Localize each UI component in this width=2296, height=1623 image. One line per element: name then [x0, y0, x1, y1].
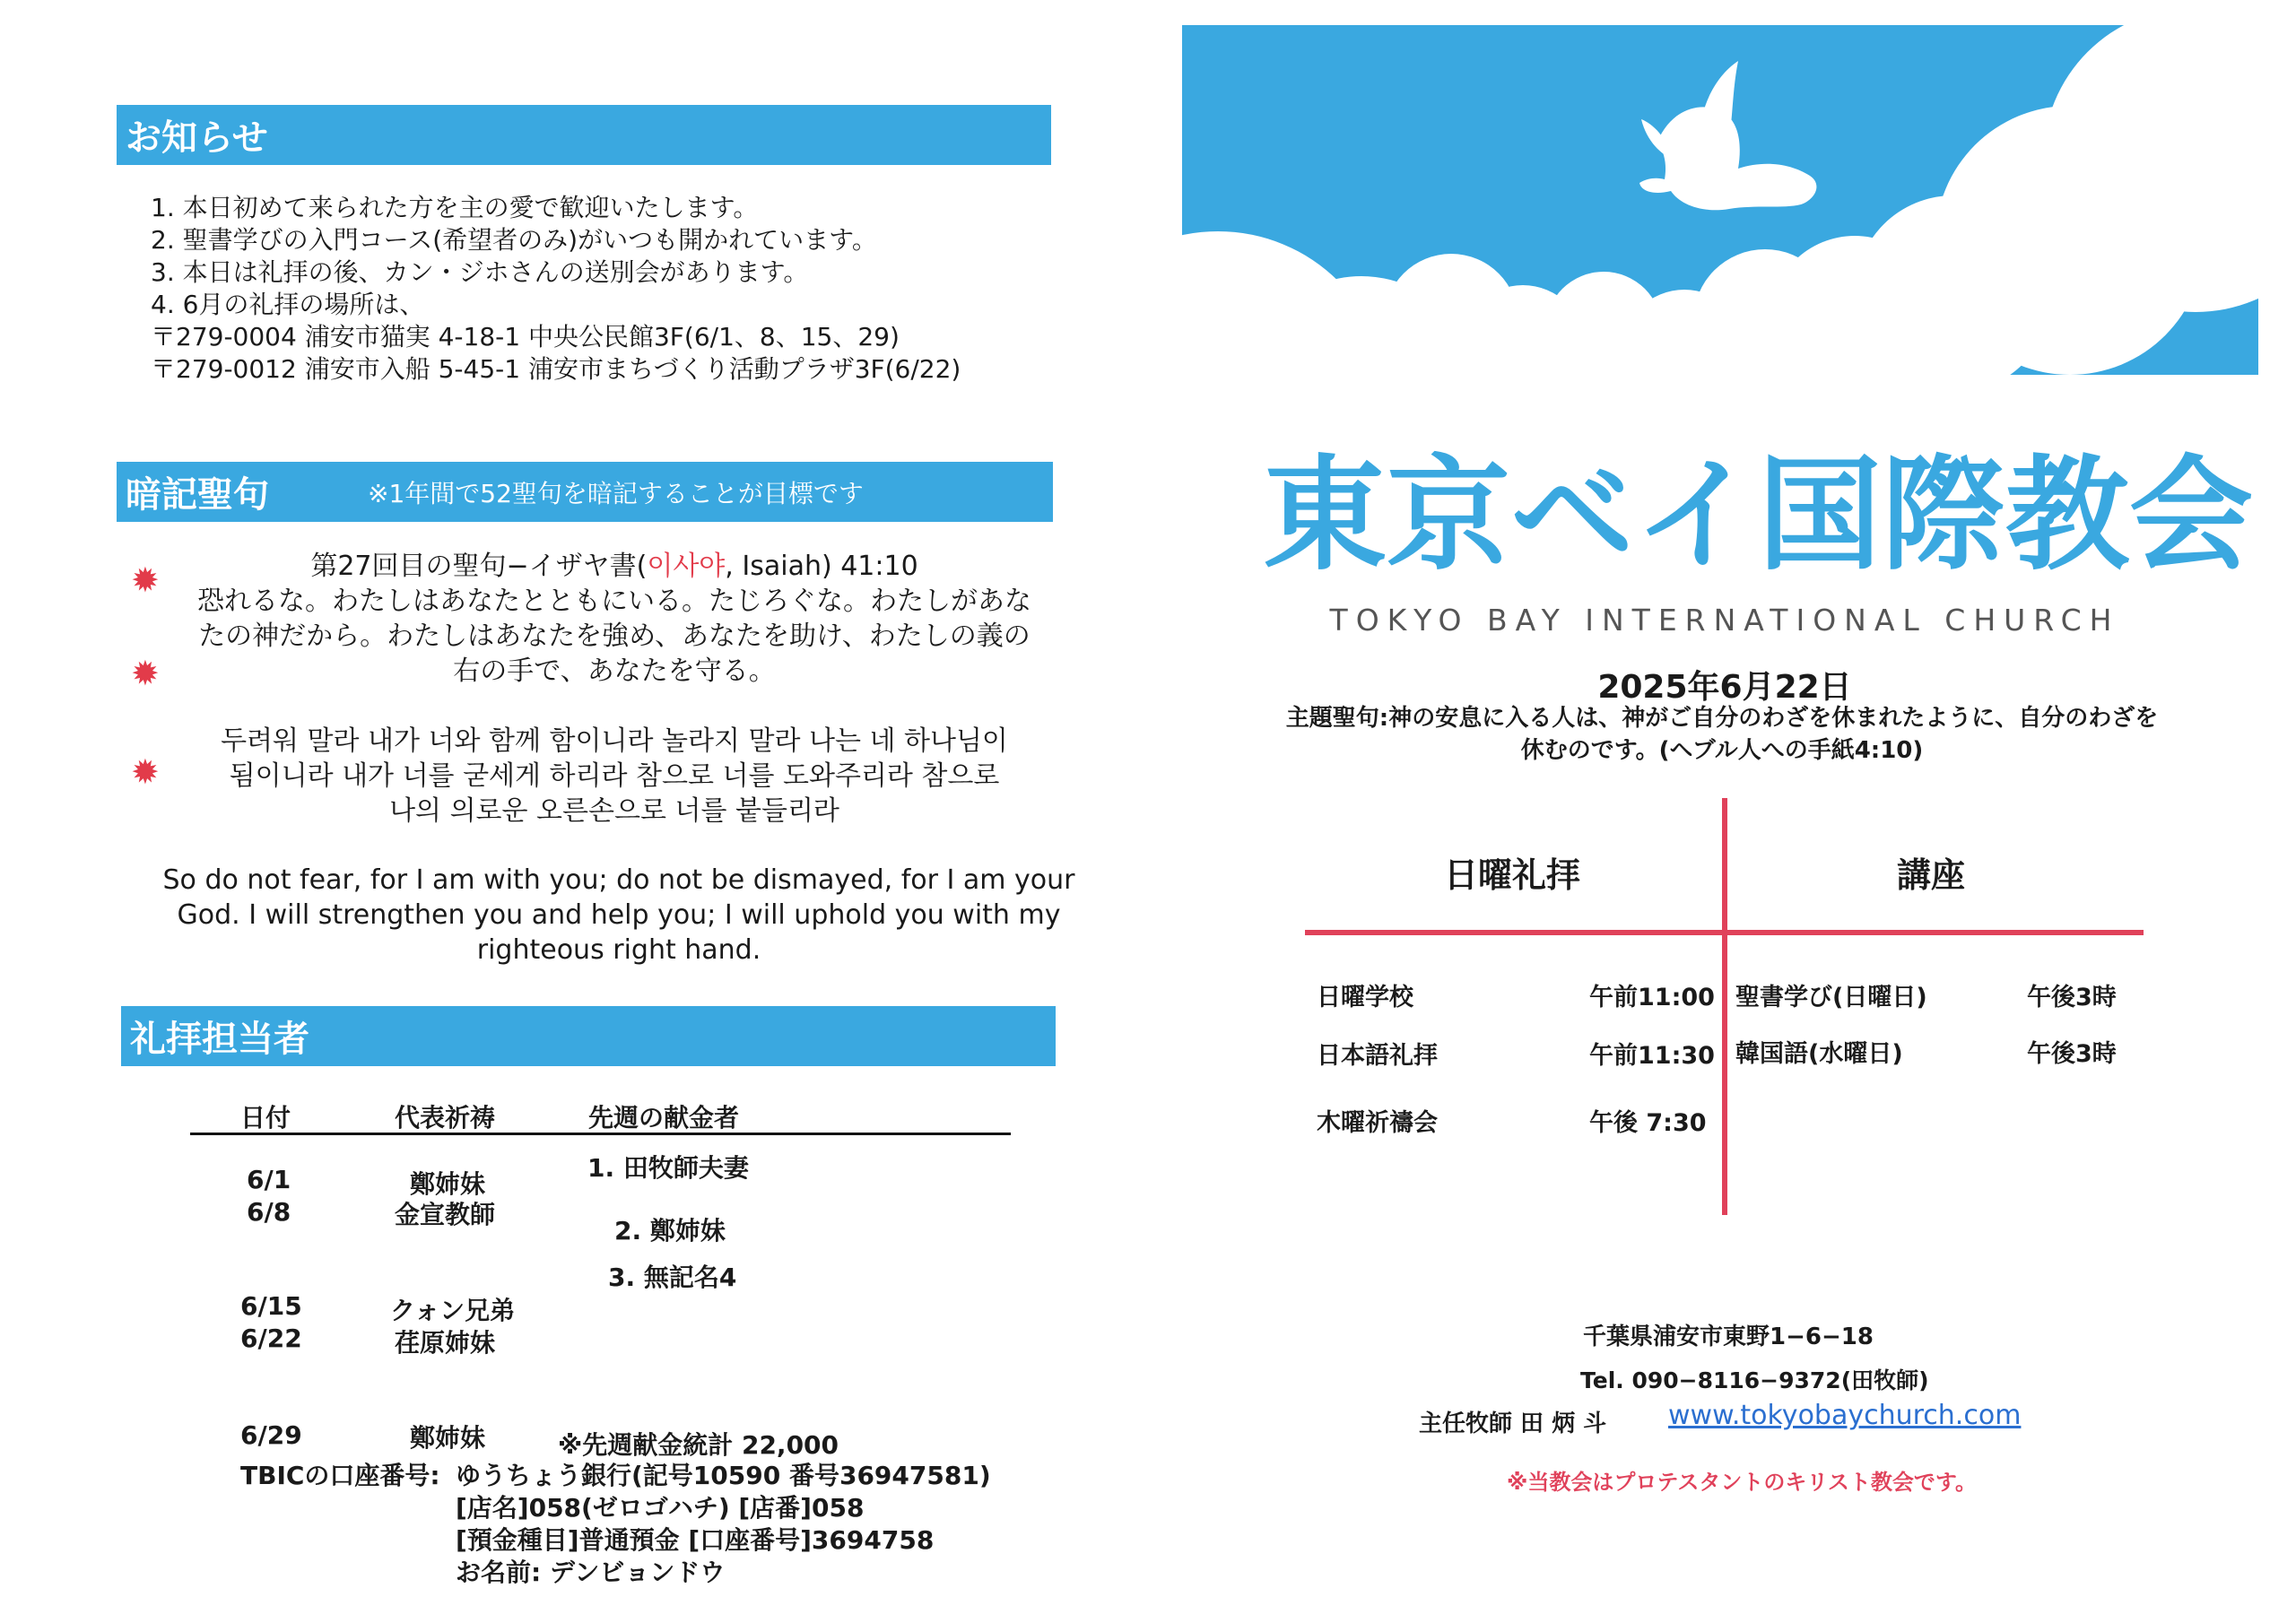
schedule-item-time: 午前11:30 — [1589, 1042, 1715, 1070]
notice-item: 4. 6月の礼拝の場所は、 — [151, 290, 425, 319]
bulletin-date: 2025年6月22日 — [1597, 669, 1852, 706]
schedule-item-name: 聖書学び(日曜日) — [1735, 984, 1927, 1011]
sky-cloud-banner — [1182, 25, 2258, 384]
table-cell-prayer: 金宣教師 — [395, 1200, 496, 1229]
website-link[interactable]: www.tokyobaychurch.com — [1668, 1400, 2022, 1431]
schedule-item-name: 日本語礼拝 — [1317, 1042, 1438, 1070]
notice-item: 〒279-0012 浦安市入船 5-45-1 浦安市まちづくり活動プラザ3F(6/22) — [151, 354, 961, 384]
table-cell-prayer: 鄭姉妹 — [410, 1169, 486, 1199]
schedule-item-name: 韓国語(水曜日) — [1735, 1040, 1903, 1068]
column-header-offering: 先週の献金者 — [588, 1103, 740, 1133]
verse-korean: 두려워 말라 내가 너와 함께 함이니라 놀라지 말라 나는 네 하나님이 됨이니라 내가 너를 굳세게 하리라 참으로 너를 도와주리라 참으로 나의 의로운 오른손으로 너를 붙들리라 — [221, 725, 1008, 827]
sun-icon: ✹ — [131, 654, 160, 693]
table-divider — [190, 1133, 1011, 1135]
account-label: TBICの口座番号: — [240, 1461, 440, 1490]
notices-header — [117, 105, 1051, 165]
table-cell-prayer: 鄭姉妹 — [410, 1423, 486, 1453]
table-cell-prayer: クォン兄弟 — [390, 1296, 516, 1325]
table-cell-offering: 2. 鄭姉妹 — [614, 1216, 726, 1245]
verse-reference: 第27回目の聖句−イザヤ書(이사야, Isaiah) 41:10 — [310, 551, 918, 582]
offering-total: ※先週献金統計 22,000 — [558, 1430, 839, 1460]
notice-item: 3. 本日は礼拝の後、カン・ジホさんの送別会があります。 — [151, 257, 809, 287]
schedule-item-name: 日曜学校 — [1317, 984, 1413, 1011]
verse-japanese: 恐れるな。わたしはあなたとともにいる。たじろぐな。わたしがあな たの神だから。わたしはあなたを強め、あなたを助け、わたしの義の 右の手で、あなたを守る。 — [197, 586, 1031, 687]
column-header-prayer: 代表祈祷 — [395, 1103, 496, 1133]
table-cell-offering: 1. 田牧師夫妻 — [587, 1153, 749, 1183]
notice-item: 1. 本日初めて来られた方を主の愛で歓迎いたします。 — [151, 193, 759, 222]
church-address: 千葉県浦安市東野1−6−18 — [1583, 1324, 1874, 1350]
schedule-header-sunday: 日曜礼拝 — [1444, 855, 1581, 895]
worship-staff-title: 礼拝担当者 — [130, 1019, 309, 1060]
table-cell-prayer: 荏原姉妹 — [395, 1328, 496, 1358]
table-cell-date: 6/1 — [247, 1165, 291, 1194]
church-phone: Tel. 090−8116−9372(田牧師) — [1580, 1367, 1929, 1393]
verse-english: So do not fear, for I am with you; do not be dismayed, for I am your God. I will strengthen you and help you; I will uphold you with my righteous right hand. — [162, 864, 1075, 966]
memory-verse-title: 暗記聖句 — [126, 474, 269, 516]
church-name-ja: 東京ベイ国際教会 — [1263, 443, 2254, 587]
theme-verse: 主題聖句:神の安息に入る人は、神がご自分のわざを休まれたように、自分のわざを 休むのです。(ヘブル人への手紙4:10) — [1285, 705, 2159, 764]
account-line: [店名]058(ゼロゴハチ) [店番]058 — [456, 1493, 865, 1523]
schedule-horizontal-divider — [1305, 930, 2144, 935]
notice-item: 〒279-0004 浦安市猫実 4-18-1 中央公民館3F(6/1、8、15、29) — [151, 322, 900, 352]
table-cell-date: 6/15 — [240, 1291, 302, 1321]
account-line: お名前: デンビョンドウ — [456, 1558, 726, 1587]
verse-reference-korean: 이사야 — [647, 551, 726, 582]
table-cell-date: 6/22 — [240, 1324, 302, 1353]
account-line: [預金種目]普通預金 [口座番号]3694758 — [456, 1525, 935, 1555]
notice-item: 2. 聖書学びの入門コース(希望者のみ)がいつも開かれています。 — [151, 225, 877, 255]
sun-icon: ✹ — [131, 752, 160, 792]
table-cell-date: 6/29 — [240, 1420, 302, 1450]
sun-icon: ✹ — [131, 560, 160, 600]
schedule-vertical-divider — [1722, 798, 1727, 1215]
schedule-item-time: 午前11:00 — [1589, 984, 1715, 1011]
worship-staff-header — [121, 1006, 1056, 1066]
notices-list — [151, 192, 961, 386]
account-line: ゆうちょう銀行(記号10590 番号36947581) — [456, 1461, 991, 1490]
church-note: ※当教会はプロテスタントのキリスト教会です。 — [1507, 1470, 1977, 1495]
church-name-en: TOKYO BAY INTERNATIONAL CHURCH — [1329, 603, 2120, 638]
schedule-item-time: 午後3時 — [2027, 1040, 2117, 1068]
column-header-date: 日付 — [240, 1103, 291, 1133]
memory-verse-subtitle: ※1年間で52聖句を暗記することが目標です — [368, 478, 864, 508]
schedule-item-time: 午後3時 — [2027, 984, 2117, 1011]
notices-title: お知らせ — [126, 117, 268, 159]
memory-verse-header — [117, 462, 1053, 522]
pastor-name: 主任牧師 田 炳 斗 — [1419, 1410, 1607, 1437]
schedule-item-name: 木曜祈禱会 — [1317, 1109, 1438, 1137]
schedule-header-courses: 講座 — [1897, 855, 1966, 895]
schedule-item-time: 午後 7:30 — [1589, 1109, 1707, 1137]
table-cell-offering: 3. 無記名4 — [608, 1263, 737, 1292]
table-cell-date: 6/8 — [247, 1197, 291, 1227]
